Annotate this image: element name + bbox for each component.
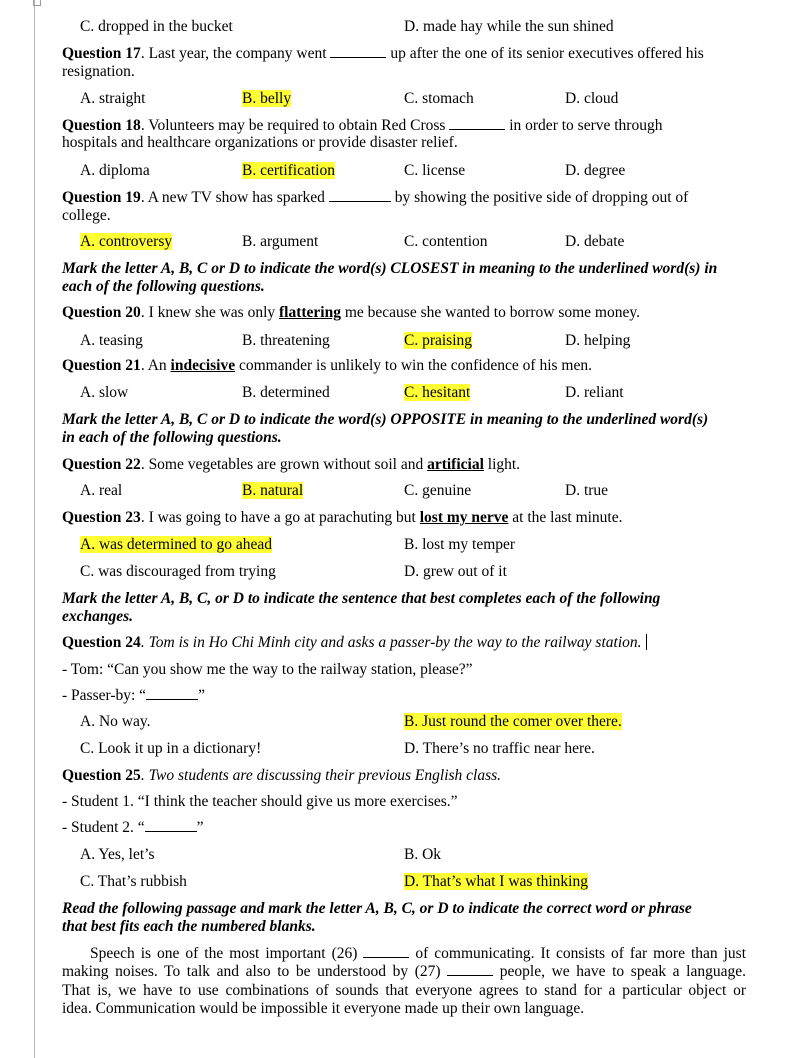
passage-line-3: That is, we have to use combinations of sounds that everyone agrees to stand for a particular object or [62, 982, 746, 999]
q23-key-phrase: lost my nerve [419, 509, 509, 526]
q19-stem-cont: college. [62, 207, 111, 224]
q24-option-a: A. No way. [80, 713, 151, 730]
q19-option-d: D. debate [565, 233, 625, 250]
q18-option-d: D. degree [565, 162, 626, 179]
passage-line-1: Speech is one of the most important (26) of communicating. It consists of far more than just [90, 945, 746, 962]
q21-stem: Question 21. An indecisive commander is unlikely to win the confidence of his men. [62, 357, 592, 374]
q25-dialogue-student1: - Student 1. “I think the teacher should give us more exercises.” [62, 793, 458, 810]
q25-option-b: B. Ok [404, 846, 442, 863]
instruction-closest-cont: each of the following questions. [62, 278, 265, 295]
q18-stem: Question 18. Volunteers may be required to obtain Red Cross in order to serve through [62, 117, 663, 134]
q20-key-word: flattering [279, 304, 341, 321]
q19-option-b: B. argument [242, 233, 319, 250]
q21-key-word: indecisive [170, 357, 236, 374]
q20-option-d: D. helping [565, 332, 631, 349]
q17-stem: Question 17. Last year, the company went up after the one of its senior executives offered his [62, 45, 704, 62]
q24-label: Question 24 [62, 634, 141, 651]
q18-label: Question 18 [62, 117, 141, 134]
q19-stem: Question 19. A new TV show has sparked by showing the positive side of dropping out of [62, 189, 689, 206]
q24-option-b: B. Just round the comer over there. [404, 713, 622, 730]
q16-option-d: D. made hay while the sun shined [404, 18, 614, 35]
instruction-passage-cont: that best fits each the numbered blanks. [62, 918, 316, 935]
q25-stem: Question 25. Two students are discussing their previous English class. [62, 767, 502, 784]
q18-stem-cont: hospitals and healthcare organizations or provide disaster relief. [62, 134, 458, 151]
q18-option-a: A. diploma [80, 162, 150, 179]
passage-line-4: idea. Communication would be impossible it everyone made up their own language. [62, 1000, 585, 1017]
q18-option-b: B. certification [242, 162, 335, 179]
q20-option-b: B. threatening [242, 332, 330, 349]
q24-dialogue-tom: - Tom: “Can you show me the way to the railway station, please?” [62, 661, 473, 678]
q21-option-b: B. determined [242, 384, 330, 401]
q23-option-d: D. grew out of it [404, 563, 507, 580]
q22-option-d: D. true [565, 482, 609, 499]
instruction-exchanges: Mark the letter A, B, C, or D to indicate the sentence that best completes each of the following [62, 590, 661, 607]
q20-option-c: C. praising [404, 332, 473, 349]
q22-key-word: artificial [427, 456, 484, 473]
answer-blank [145, 819, 197, 832]
q21-option-c: C. hesitant [404, 384, 471, 401]
q23-option-a: A. was determined to go ahead [80, 536, 272, 553]
q22-option-a: A. real [80, 482, 123, 499]
q17-option-b: B. belly [242, 90, 292, 107]
q19-option-a: A. controversy [80, 233, 173, 250]
q21-option-a: A. slow [80, 384, 129, 401]
q16-option-c: C. dropped in the bucket [80, 18, 233, 35]
page-corner-mark [33, 0, 41, 6]
answer-blank [329, 189, 391, 202]
q20-option-a: A. teasing [80, 332, 143, 349]
q22-label: Question 22 [62, 456, 141, 473]
q17-stem-cont: resignation. [62, 63, 135, 80]
q24-option-d: D. There’s no traffic near here. [404, 740, 595, 757]
blank-26 [363, 945, 409, 958]
text-cursor [646, 634, 647, 650]
q17-option-c: C. stomach [404, 90, 474, 107]
q25-label: Question 25 [62, 767, 141, 784]
q17-option-d: D. cloud [565, 90, 619, 107]
answer-blank [449, 117, 505, 130]
q23-stem: Question 23. I was going to have a go at parachuting but lost my nerve at the last minute. [62, 509, 623, 526]
q19-label: Question 19 [62, 189, 141, 206]
instruction-passage: Read the following passage and mark the letter A, B, C, or D to indicate the correct word or phrase [62, 900, 692, 917]
q25-dialogue-student2: - Student 2. “ ” [62, 819, 204, 836]
answer-blank [146, 687, 198, 700]
q23-label: Question 23 [62, 509, 141, 526]
passage-line-2: making noises. To talk and also to be understood by (27) people, we have to speak a language. [62, 963, 746, 980]
q25-option-c: C. That’s rubbish [80, 873, 187, 890]
q24-option-c: C. Look it up in a dictionary! [80, 740, 262, 757]
q23-option-b: B. lost my temper [404, 536, 516, 553]
q18-option-c: C. license [404, 162, 466, 179]
q24-stem: Question 24. Tom is in Ho Chi Minh city and asks a passer-by the way to the railway station. [62, 634, 647, 651]
answer-blank [330, 45, 386, 58]
q22-stem: Question 22. Some vegetables are grown without soil and artificial light. [62, 456, 521, 473]
page-margin-line [34, 0, 35, 1058]
q20-label: Question 20 [62, 304, 141, 321]
q17-label: Question 17 [62, 45, 141, 62]
q21-label: Question 21 [62, 357, 141, 374]
instruction-closest: Mark the letter A, B, C or D to indicate the word(s) CLOSEST in meaning to the underlined word(s) in [62, 260, 718, 277]
q21-option-d: D. reliant [565, 384, 624, 401]
q22-option-b: B. natural [242, 482, 304, 499]
q24-dialogue-passerby: - Passer-by: “ ” [62, 687, 205, 704]
q25-option-d: D. That’s what I was thinking [404, 873, 588, 890]
blank-27 [447, 963, 493, 976]
q23-option-c: C. was discouraged from trying [80, 563, 276, 580]
instruction-opposite-cont: in each of the following questions. [62, 429, 282, 446]
q22-option-c: C. genuine [404, 482, 472, 499]
q19-option-c: C. contention [404, 233, 488, 250]
instruction-exchanges-cont: exchanges. [62, 608, 134, 625]
q25-option-a: A. Yes, let’s [80, 846, 155, 863]
q17-option-a: A. straight [80, 90, 146, 107]
q20-stem: Question 20. I knew she was only flattering me because she wanted to borrow some money. [62, 304, 640, 321]
instruction-opposite: Mark the letter A, B, C or D to indicate the word(s) OPPOSITE in meaning to the underlined word(s) [62, 411, 709, 428]
